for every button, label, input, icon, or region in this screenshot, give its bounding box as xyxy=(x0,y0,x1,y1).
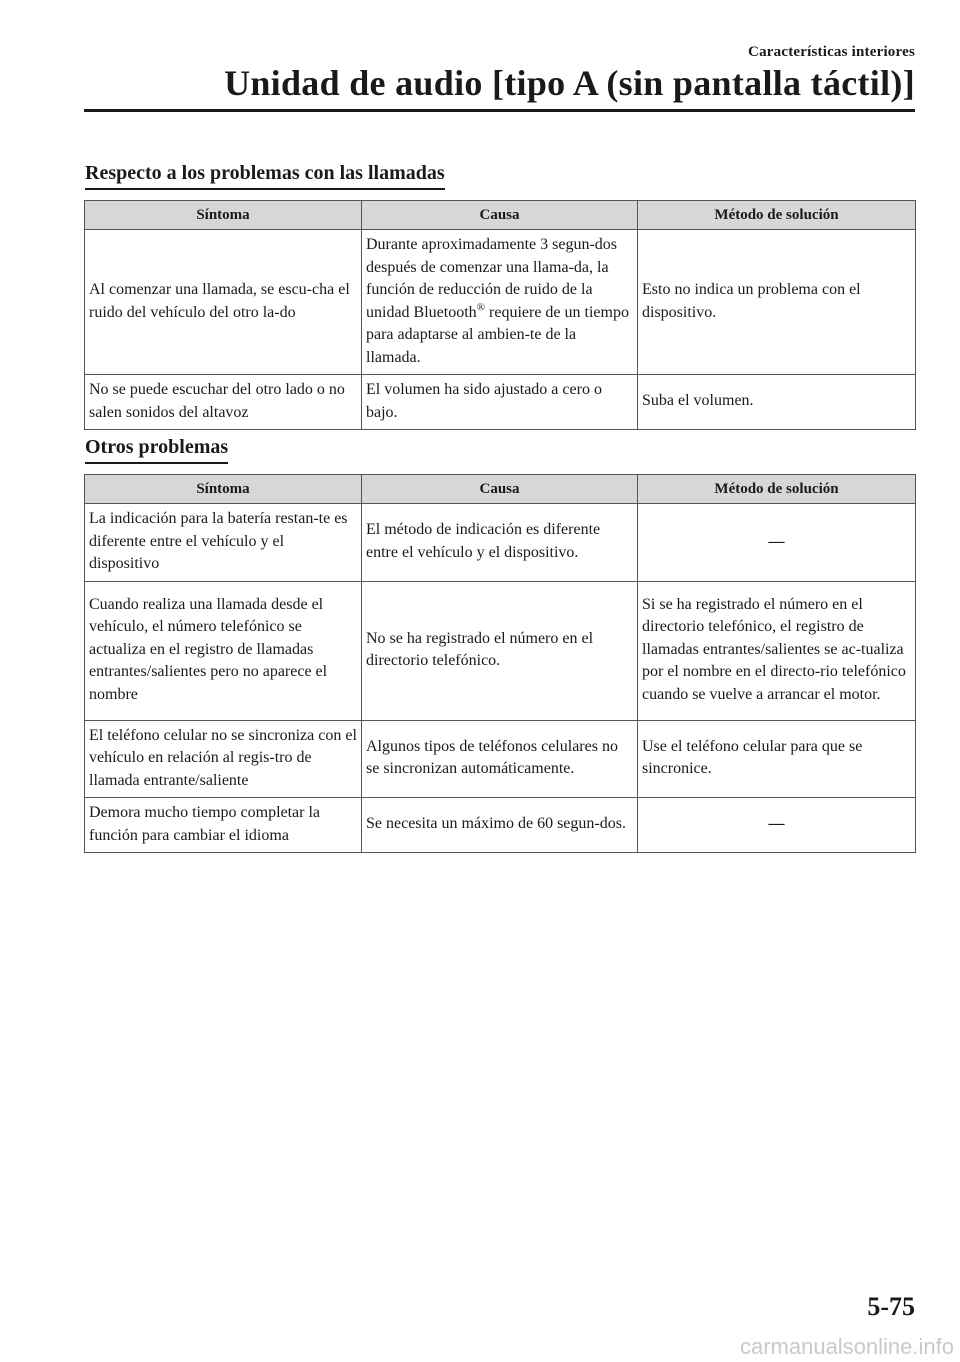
cause-text: Durante aproximadamente 3 segun-dos después de comenzar una llama-da, la función de reducción de ruido de la unidad Bluetooth xyxy=(366,236,618,321)
watermark: carmanualsonline.info xyxy=(739,1334,954,1359)
column-header-symptom: Síntoma xyxy=(85,475,362,504)
cause-cell: El volumen ha sido ajustado a cero o bajo. xyxy=(362,375,638,430)
solution-cell: ― xyxy=(638,798,916,853)
other-problems-table xyxy=(84,474,916,853)
table-row xyxy=(85,581,916,720)
cause-cell: Algunos tipos de teléfonos celulares no se sincronizan automáticamente. xyxy=(362,720,638,798)
table-header-row xyxy=(85,475,916,504)
table-row xyxy=(85,504,916,582)
cause-cell: Se necesita un máximo de 60 segun-dos. xyxy=(362,798,638,853)
table-row xyxy=(85,798,916,853)
solution-cell: Esto no indica un problema con el dispositivo. xyxy=(638,230,916,375)
column-header-cause: Causa xyxy=(362,201,638,230)
cause-text-continued: requiere de un tiempo para adaptarse al ambien-te de la llamada. xyxy=(366,303,629,366)
cause-cell: El método de indicación es diferente entre el vehículo y el dispositivo. xyxy=(362,504,638,582)
title-divider xyxy=(84,109,915,112)
symptom-cell: Al comenzar una llamada, se escu-cha el ruido del vehículo del otro la-do xyxy=(85,230,362,375)
column-header-symptom: Síntoma xyxy=(85,201,362,230)
section-heading-other-problems: Otros problemas xyxy=(85,436,228,464)
chapter-label: Características interiores xyxy=(748,44,915,60)
solution-cell: Suba el volumen. xyxy=(638,375,916,430)
table-row xyxy=(85,720,916,798)
call-problems-table xyxy=(84,200,916,430)
symptom-cell: La indicación para la batería restan-te es diferente entre el vehículo y el dispositivo xyxy=(85,504,362,582)
table-row xyxy=(85,375,916,430)
cause-cell xyxy=(362,230,638,375)
symptom-cell: No se puede escuchar del otro lado o no salen sonidos del altavoz xyxy=(85,375,362,430)
table-header-row xyxy=(85,201,916,230)
column-header-solution: Método de solución xyxy=(638,201,916,230)
symptom-cell: Cuando realiza una llamada desde el vehículo, el número telefónico se actualiza en el registro de llamadas entrantes/salientes pero no aparece el nombre xyxy=(85,581,362,720)
page-number: 5-75 xyxy=(867,1292,915,1321)
solution-cell: Use el teléfono celular para que se sincronice. xyxy=(638,720,916,798)
symptom-cell: El teléfono celular no se sincroniza con el vehículo en relación al regis-tro de llamada entrante/saliente xyxy=(85,720,362,798)
section-heading-call-problems: Respecto a los problemas con las llamadas xyxy=(85,162,445,190)
table-row xyxy=(85,230,916,375)
solution-cell: Si se ha registrado el número en el directorio telefónico, el registro de llamadas entrantes/salientes se ac-tualiza por el nombre en el directo-rio telefónico cuando se vuelve a arrancar el motor. xyxy=(638,581,916,720)
page-title: Unidad de audio [tipo A (sin pantalla táctil)] xyxy=(224,63,915,103)
symptom-cell: Demora mucho tiempo completar la función para cambiar el idioma xyxy=(85,798,362,853)
column-header-solution: Método de solución xyxy=(638,475,916,504)
cause-cell: No se ha registrado el número en el directorio telefónico. xyxy=(362,581,638,720)
solution-cell: ― xyxy=(638,504,916,582)
column-header-cause: Causa xyxy=(362,475,638,504)
registered-mark: ® xyxy=(476,301,486,314)
